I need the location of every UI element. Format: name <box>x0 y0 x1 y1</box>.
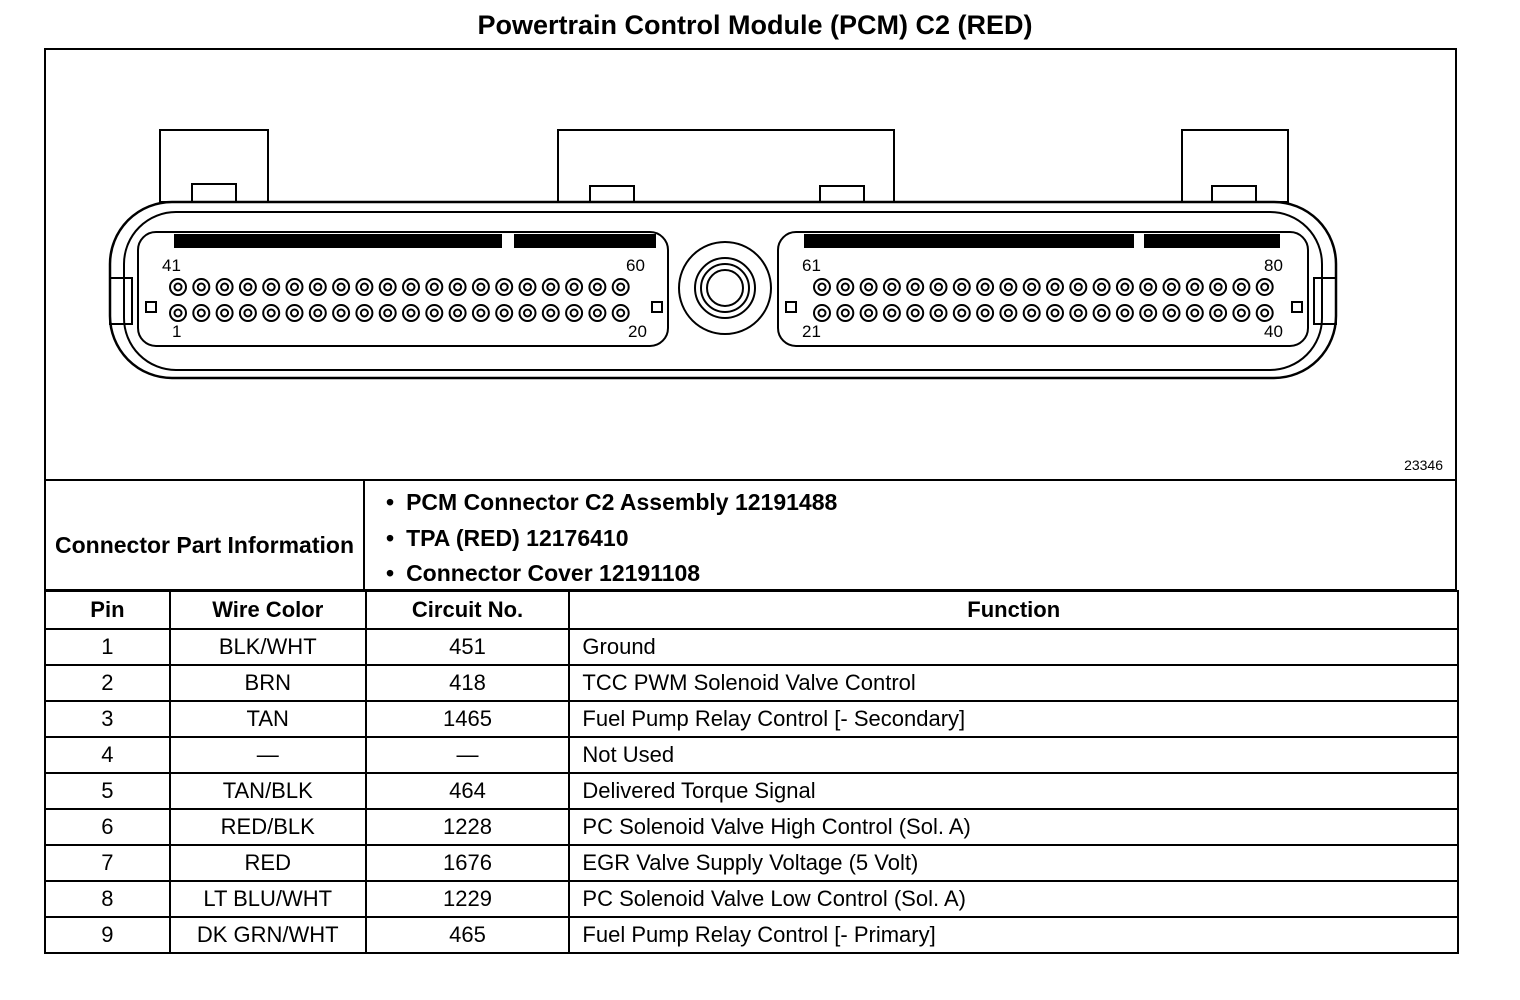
connector-part-list <box>386 485 837 592</box>
pin-socket <box>931 279 947 295</box>
cell-pin: 9 <box>45 917 170 953</box>
pin-socket <box>1164 279 1180 295</box>
table-row <box>45 629 1458 665</box>
pin-socket <box>1140 279 1156 295</box>
header-wire-color: Wire Color <box>170 591 366 629</box>
table-row <box>45 701 1458 737</box>
cell-pin: 3 <box>45 701 170 737</box>
pin-socket <box>1000 279 1016 295</box>
connector-diagram-frame <box>44 48 1457 481</box>
pin-socket <box>170 305 186 321</box>
pin-socket <box>310 305 326 321</box>
pin-socket <box>310 279 326 295</box>
pin-socket <box>403 305 419 321</box>
cell-circuit: 465 <box>366 917 570 953</box>
pin-socket <box>1164 305 1180 321</box>
cell-function: Not Used <box>569 737 1458 773</box>
pin-socket <box>1210 279 1226 295</box>
table-row <box>45 845 1458 881</box>
cell-circuit: 1228 <box>366 809 570 845</box>
pin-socket <box>1047 279 1063 295</box>
table-row <box>45 881 1458 917</box>
cell-circuit: 1676 <box>366 845 570 881</box>
center-latch-tab <box>558 130 894 202</box>
pin-socket <box>1210 305 1226 321</box>
table-header-row <box>45 591 1458 629</box>
pin-socket <box>837 279 853 295</box>
cell-wire-color: BRN <box>170 665 366 701</box>
cell-pin: 7 <box>45 845 170 881</box>
cell-wire-color: TAN/BLK <box>170 773 366 809</box>
pin-socket <box>496 305 512 321</box>
cell-pin: 4 <box>45 737 170 773</box>
pin-socket <box>814 305 830 321</box>
pin-label-40: 40 <box>1264 322 1283 341</box>
cell-wire-color: RED <box>170 845 366 881</box>
pin-socket <box>333 279 349 295</box>
cell-circuit: 464 <box>366 773 570 809</box>
cell-pin: 5 <box>45 773 170 809</box>
pin-socket <box>287 279 303 295</box>
cell-function: TCC PWM Solenoid Valve Control <box>569 665 1458 701</box>
pin-socket <box>240 279 256 295</box>
pin-socket <box>240 305 256 321</box>
cell-wire-color: RED/BLK <box>170 809 366 845</box>
pin-socket <box>884 279 900 295</box>
pin-socket <box>356 305 372 321</box>
cell-function: Ground <box>569 629 1458 665</box>
right-pin-cavity <box>778 232 1308 346</box>
page-title: Powertrain Control Module (PCM) C2 (RED) <box>477 10 1033 40</box>
pin-socket <box>566 305 582 321</box>
cell-function: EGR Valve Supply Voltage (5 Volt) <box>569 845 1458 881</box>
right-latch-tab <box>1182 130 1288 202</box>
cell-wire-color: — <box>170 737 366 773</box>
pin-socket <box>861 305 877 321</box>
pin-label-61: 61 <box>802 256 821 275</box>
pin-socket <box>1094 279 1110 295</box>
pin-socket <box>861 279 877 295</box>
part-item: • Connector Cover 12191108 <box>386 556 837 592</box>
pin-socket <box>193 305 209 321</box>
pin-socket <box>450 279 466 295</box>
pin-label-20: 20 <box>628 322 647 341</box>
cell-circuit: 1229 <box>366 881 570 917</box>
pin-label-1: 1 <box>172 322 182 341</box>
pin-socket <box>380 279 396 295</box>
part-item: • PCM Connector C2 Assembly 12191488 <box>386 485 837 521</box>
pin-label-21: 21 <box>802 322 821 341</box>
cell-wire-color: TAN <box>170 701 366 737</box>
pin-socket <box>1094 305 1110 321</box>
cell-wire-color: LT BLU/WHT <box>170 881 366 917</box>
pin-socket <box>263 305 279 321</box>
table-row <box>45 737 1458 773</box>
pin-socket <box>520 279 536 295</box>
left-latch-tab <box>160 130 268 202</box>
pin-socket <box>1070 305 1086 321</box>
pin-socket <box>1187 279 1203 295</box>
connector-diagram <box>46 50 1455 479</box>
pin-socket <box>1047 305 1063 321</box>
pin-socket <box>450 305 466 321</box>
pin-socket <box>356 279 372 295</box>
pin-socket <box>473 305 489 321</box>
table-row <box>45 809 1458 845</box>
pin-label-41: 41 <box>162 256 181 275</box>
pin-socket <box>543 279 559 295</box>
cell-wire-color: DK GRN/WHT <box>170 917 366 953</box>
pin-socket <box>566 279 582 295</box>
cell-circuit: 451 <box>366 629 570 665</box>
header-function: Function <box>569 591 1458 629</box>
pin-socket <box>1257 279 1273 295</box>
cell-circuit: 418 <box>366 665 570 701</box>
pin-socket <box>170 279 186 295</box>
cell-function: Fuel Pump Relay Control [- Primary] <box>569 917 1458 953</box>
pin-socket <box>589 305 605 321</box>
pin-socket <box>1117 279 1133 295</box>
cell-wire-color: BLK/WHT <box>170 629 366 665</box>
pin-socket <box>1257 305 1273 321</box>
pin-socket <box>543 305 559 321</box>
table-row <box>45 917 1458 953</box>
pin-socket <box>977 305 993 321</box>
connector-part-info-label: Connector Part Information <box>46 481 365 589</box>
pin-socket <box>473 279 489 295</box>
pin-socket <box>1140 305 1156 321</box>
pin-socket <box>287 305 303 321</box>
pin-socket <box>1024 305 1040 321</box>
figure-id: 23346 <box>1404 457 1443 473</box>
cell-function: Delivered Torque Signal <box>569 773 1458 809</box>
header-pin: Pin <box>45 591 170 629</box>
pin-socket <box>426 279 442 295</box>
center-bolt <box>679 242 771 334</box>
pin-socket <box>403 279 419 295</box>
cell-pin: 8 <box>45 881 170 917</box>
pin-socket <box>837 305 853 321</box>
pin-socket <box>1000 305 1016 321</box>
pin-socket <box>954 305 970 321</box>
pin-socket <box>907 279 923 295</box>
table-row <box>45 665 1458 701</box>
pin-socket <box>193 279 209 295</box>
cell-pin: 1 <box>45 629 170 665</box>
pin-socket <box>496 279 512 295</box>
part-item: • TPA (RED) 12176410 <box>386 521 837 557</box>
pin-socket <box>263 279 279 295</box>
cell-function: PC Solenoid Valve High Control (Sol. A) <box>569 809 1458 845</box>
pin-socket <box>217 279 233 295</box>
cell-function: PC Solenoid Valve Low Control (Sol. A) <box>569 881 1458 917</box>
connector-part-info <box>44 481 1457 591</box>
pin-label-80: 80 <box>1264 256 1283 275</box>
pin-socket <box>217 305 233 321</box>
pin-socket <box>1233 305 1249 321</box>
pin-socket <box>1117 305 1133 321</box>
pin-socket <box>1233 279 1249 295</box>
cell-pin: 2 <box>45 665 170 701</box>
pin-socket <box>613 279 629 295</box>
pin-socket <box>613 305 629 321</box>
pin-socket <box>954 279 970 295</box>
pin-socket <box>884 305 900 321</box>
cell-circuit: 1465 <box>366 701 570 737</box>
pin-socket <box>426 305 442 321</box>
pin-socket <box>380 305 396 321</box>
pin-socket <box>1070 279 1086 295</box>
table-row <box>45 773 1458 809</box>
cell-circuit: — <box>366 737 570 773</box>
pin-socket <box>520 305 536 321</box>
cell-function: Fuel Pump Relay Control [- Secondary] <box>569 701 1458 737</box>
pin-socket <box>1187 305 1203 321</box>
pin-socket <box>589 279 605 295</box>
pin-socket <box>333 305 349 321</box>
pin-label-60: 60 <box>626 256 645 275</box>
pin-socket <box>1024 279 1040 295</box>
header-circuit: Circuit No. <box>366 591 570 629</box>
cell-pin: 6 <box>45 809 170 845</box>
pin-socket <box>907 305 923 321</box>
pin-table <box>44 590 1459 954</box>
pin-socket <box>814 279 830 295</box>
pin-socket <box>931 305 947 321</box>
pin-socket <box>977 279 993 295</box>
